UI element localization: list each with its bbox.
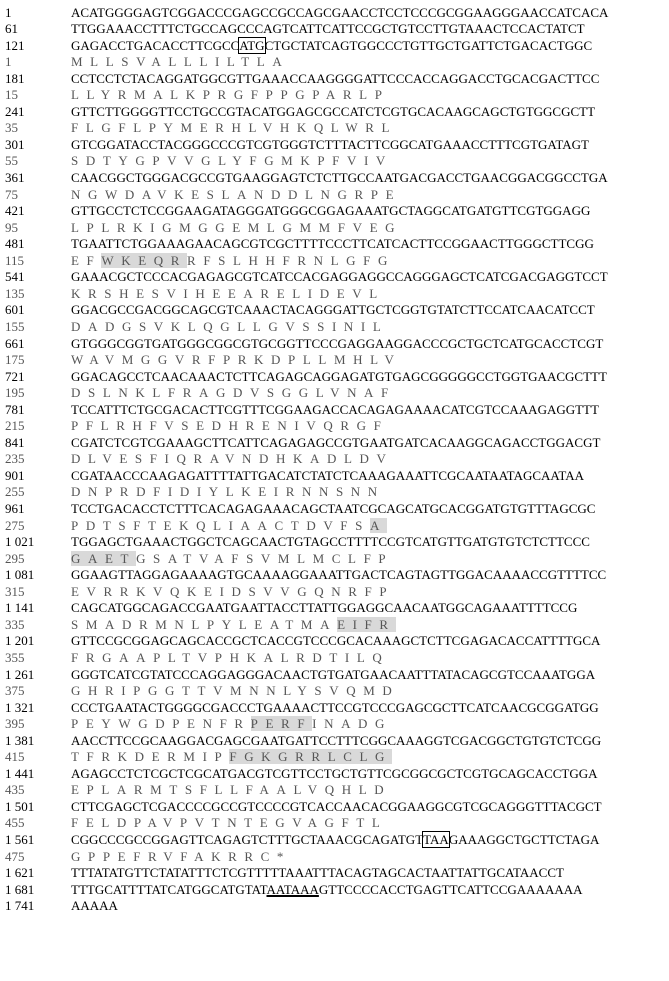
line-number: 315 bbox=[5, 583, 25, 599]
sequence-segment: EPLARMTSFLLFAALVQHLD bbox=[71, 782, 392, 798]
nucleotide-line bbox=[0, 368, 669, 386]
line-number: 275 bbox=[5, 517, 25, 533]
line-number: 901 bbox=[5, 467, 25, 483]
dna-sequence bbox=[71, 831, 599, 849]
sequence-segment: DLVESFIQRAVNDHKADLDV bbox=[71, 451, 394, 467]
dna-sequence bbox=[71, 881, 583, 899]
nucleotide-line bbox=[0, 268, 669, 286]
sequence-segment: CCCTGAATACTGGGGCGACCCTGAAAACTTCCGTCCCGAGCGCTTCATCAACGCGGATGG bbox=[71, 699, 599, 715]
line-number: 215 bbox=[5, 418, 25, 434]
sequence-segment: CGATCTCGTCGAAAGCTTCATTCAGAGAGCCGTGAATGATCACAAGGCAGACCTGGACGT bbox=[71, 434, 601, 450]
sequence-segment: GAAAGGCTGCTTCTAGA bbox=[448, 832, 600, 847]
sequence-segment: SDTYGPVVGLYFGMKPFVIV bbox=[71, 153, 393, 169]
protein-sequence bbox=[71, 119, 397, 137]
amino-acid-line bbox=[0, 351, 669, 369]
sequence-segment: GGACAGCCTCAACAAACTCTTCAGAGCAGGAGATGTGAGCGGGGGCCTGGTGAACGCTTT bbox=[71, 368, 607, 384]
protein-sequence bbox=[71, 252, 395, 270]
sequence-segment: TCCTGACACCTCTTTCACAGAGAAACAGCTAATCGCAGCATGCACGGATGTGTTTAGCGC bbox=[71, 501, 596, 516]
sequence-segment: GTTGCCTCTCCGGAAGATAGGGATGGGCGGAGAAATGCTAGGCATGATGTTCGTGGAGG bbox=[71, 203, 591, 219]
sequence-segment: CCTCCTCTACAGGATGGCGTTGAAACCAAGGGGATTCCCACCAGGACCTGCACGACTTCC bbox=[71, 70, 600, 86]
line-number: 415 bbox=[5, 749, 25, 765]
line-number: 15 bbox=[5, 87, 18, 103]
nucleotide-line bbox=[0, 20, 669, 38]
line-number: 181 bbox=[5, 70, 25, 86]
dna-sequence bbox=[71, 897, 118, 915]
protein-sequence bbox=[71, 53, 289, 71]
protein-sequence bbox=[71, 285, 385, 303]
amino-acid-line bbox=[0, 550, 669, 568]
line-number: 235 bbox=[5, 451, 25, 467]
nucleotide-line bbox=[0, 37, 669, 55]
amino-acid-line bbox=[0, 219, 669, 237]
dna-sequence bbox=[71, 268, 608, 286]
protein-sequence bbox=[71, 483, 385, 501]
sequence-segment: GAGACCTGACACCTTCGCC bbox=[71, 37, 240, 53]
sequence-segment: CAACGGCTGGGACGCCGTGAAGGAGTCTCTTGCCAATGACGACCTGAACGGACGGCCTGA bbox=[71, 170, 608, 185]
protein-sequence bbox=[71, 583, 394, 601]
protein-sequence bbox=[71, 384, 396, 402]
nucleotide-line bbox=[0, 467, 669, 485]
nucleotide-line bbox=[0, 881, 669, 899]
sequence-segment: AAAAA bbox=[71, 898, 118, 914]
amino-acid-line bbox=[0, 814, 669, 832]
amino-acid-line bbox=[0, 848, 669, 866]
line-number: 55 bbox=[5, 153, 18, 169]
dna-sequence bbox=[71, 368, 607, 386]
dna-sequence bbox=[71, 765, 598, 783]
sequence-segment: GGGTCATCGTATCCCAGGAGGGACAACTGTGATGAACAATTTATACAGCGTCCAAATGGA bbox=[71, 666, 596, 682]
sequence-segment: SMADRMNLPYLEATMA bbox=[71, 616, 338, 632]
nucleotide-line bbox=[0, 831, 669, 849]
dna-sequence bbox=[71, 533, 590, 551]
protein-sequence bbox=[71, 86, 390, 104]
line-number: 475 bbox=[5, 848, 25, 864]
line-number: 395 bbox=[5, 716, 25, 732]
amino-acid-line bbox=[0, 186, 669, 204]
nucleotide-line bbox=[0, 136, 669, 154]
amino-acid-line bbox=[0, 583, 669, 601]
dna-sequence bbox=[71, 500, 595, 518]
motif-highlight: FGKGRRLCLG bbox=[229, 749, 393, 765]
protein-sequence bbox=[71, 649, 389, 667]
amino-acid-line bbox=[0, 53, 669, 71]
protein-sequence bbox=[71, 517, 387, 535]
sequence-segment: CGGCCCGCCGGAGTTCAGAGTCTTTGCTAAACGCAGATGT bbox=[71, 832, 424, 847]
dna-sequence bbox=[71, 4, 608, 22]
dna-sequence bbox=[71, 235, 594, 253]
sequence-segment: EVRRKVQKEIDSVVGQNRFP bbox=[71, 583, 395, 599]
nucleotide-line bbox=[0, 500, 669, 518]
sequence-segment: CTGCTATCAGTGGCCCTGTTGCTGATTCTGACACTGGC bbox=[264, 37, 593, 53]
line-number: 195 bbox=[5, 385, 25, 401]
amino-acid-line bbox=[0, 649, 669, 667]
dna-sequence bbox=[71, 798, 602, 816]
amino-acid-line bbox=[0, 517, 669, 535]
sequence-segment: AGAGCCTCTCGCTCGCATGACGTCGTTCCTGCTGTTCGCGGCGCTCGTGCAGCACCTGGA bbox=[71, 765, 598, 781]
protein-sequence bbox=[71, 848, 291, 866]
nucleotide-line bbox=[0, 699, 669, 717]
sequence-segment: GHRIPGGTTVMNNLYSVQMD bbox=[71, 683, 400, 699]
sequence-segment: TCCATTTCTGCGACACTTCGTTTCGGAAGACCACAGAGAAAACATCGTCCAAAGAGGTTT bbox=[71, 401, 599, 417]
nucleotide-line bbox=[0, 70, 669, 88]
sequence-segment: GPPEFRVFAKRRC* bbox=[71, 848, 291, 864]
line-number: 361 bbox=[5, 170, 25, 185]
line-number: 121 bbox=[5, 37, 25, 53]
line-number: 1 081 bbox=[5, 567, 35, 583]
line-number: 455 bbox=[5, 815, 25, 831]
amino-acid-line bbox=[0, 616, 669, 634]
nucleotide-line bbox=[0, 434, 669, 452]
line-number: 1 621 bbox=[5, 865, 35, 881]
dna-sequence bbox=[71, 732, 601, 750]
codon-box: TAA bbox=[423, 832, 449, 847]
nucleotide-line bbox=[0, 798, 669, 816]
sequence-segment: CTTCGAGCTCGACCCCGCCGTCCCCGTCACCAACACGGAAGGCGTCGCAGGGTTTACGCT bbox=[71, 798, 602, 814]
sequence-segment: PFLRHFVSEDHRENIVQRGF bbox=[71, 418, 389, 434]
sequence-segment: MLLSVALLLILTLA bbox=[71, 54, 290, 70]
motif-highlight: A bbox=[369, 517, 387, 533]
line-number: 1 561 bbox=[5, 832, 35, 847]
sequence-segment: DNPRDFIDIYLKEIRNNSNN bbox=[71, 484, 385, 500]
line-number: 301 bbox=[5, 136, 25, 152]
line-number: 61 bbox=[5, 21, 18, 37]
sequence-segment: GGACGCCGACGGCAGCGTCAAACTACAGGGATTGCTCGGTGTATCTTCCATCAACATCCT bbox=[71, 302, 595, 318]
dna-sequence bbox=[71, 864, 564, 882]
motif-highlight: WKEQR bbox=[101, 252, 188, 268]
line-number: 841 bbox=[5, 434, 25, 450]
nucleotide-line bbox=[0, 401, 669, 419]
line-number: 135 bbox=[5, 285, 25, 301]
protein-sequence bbox=[71, 715, 392, 733]
amino-acid-line bbox=[0, 682, 669, 700]
dna-sequence bbox=[71, 599, 577, 617]
sequence-segment: DADGSVKLQGLLGVSSINIL bbox=[71, 318, 389, 334]
protein-sequence bbox=[71, 318, 388, 336]
nucleotide-line bbox=[0, 666, 669, 684]
polya-signal: AATAAA bbox=[266, 881, 319, 897]
amino-acid-line bbox=[0, 450, 669, 468]
line-number: 1 321 bbox=[5, 699, 35, 715]
dna-sequence bbox=[71, 103, 595, 121]
dna-sequence bbox=[71, 136, 589, 154]
amino-acid-line bbox=[0, 119, 669, 137]
line-number: 961 bbox=[5, 501, 25, 516]
dna-sequence bbox=[71, 20, 585, 38]
line-number: 1 201 bbox=[5, 633, 35, 649]
sequence-segment: TTTATATGTTCTATATTTCTCGTTTTTAAATTTACAGTAGCACTAATTATTGCATAACCT bbox=[71, 865, 564, 881]
protein-sequence bbox=[71, 417, 388, 435]
sequence-segment: GTTCTTGGGGTTCCTGCCGTACATGGAGCGCCATCTCGTGCACAAGCAGCTGTGGCGCTT bbox=[71, 103, 596, 119]
dna-sequence bbox=[71, 632, 600, 650]
line-number: 1 bbox=[5, 4, 12, 20]
line-number: 1 381 bbox=[5, 732, 35, 748]
dna-sequence bbox=[71, 566, 606, 584]
nucleotide-line bbox=[0, 864, 669, 882]
amino-acid-line bbox=[0, 417, 669, 435]
amino-acid-line bbox=[0, 318, 669, 336]
dna-sequence bbox=[71, 169, 608, 187]
sequence-segment: FLGFLPYMERHLVHKQLWRL bbox=[71, 120, 398, 136]
amino-acid-line bbox=[0, 152, 669, 170]
dna-sequence bbox=[71, 666, 595, 684]
nucleotide-line bbox=[0, 732, 669, 750]
protein-sequence bbox=[71, 616, 396, 634]
sequence-segment: WAVMGGVRFPRKDPLLMHLV bbox=[71, 352, 402, 368]
sequence-segment: AACCTTCCGCAAGGACGAGCGAATGATTCCTTTCGGCAAAGGTCGACGGCTGTGTCTCGG bbox=[71, 732, 602, 748]
amino-acid-line bbox=[0, 86, 669, 104]
dna-sequence bbox=[71, 70, 599, 88]
amino-acid-line bbox=[0, 781, 669, 799]
motif-highlight: EIFR bbox=[337, 616, 396, 632]
protein-sequence bbox=[71, 682, 399, 700]
nucleotide-line bbox=[0, 335, 669, 353]
protein-sequence bbox=[71, 450, 393, 468]
nucleotide-line bbox=[0, 103, 669, 121]
nucleotide-line bbox=[0, 4, 669, 22]
protein-sequence bbox=[71, 219, 402, 237]
line-number: 661 bbox=[5, 335, 25, 351]
line-number: 1 441 bbox=[5, 765, 35, 781]
nucleotide-line bbox=[0, 235, 669, 253]
sequence-segment: GTTCCGCGGAGCAGCACCGCTCACCGTCCCGCACAAAGCTCTTCGAGACACCATTTTGCA bbox=[71, 633, 601, 649]
amino-acid-line bbox=[0, 252, 669, 270]
sequence-segment: CGATAACCCAAGAGATTTTATTGACATCTATCTCAAAGAAATTCGCAATAATAGCAATAA bbox=[71, 467, 585, 483]
amino-acid-line bbox=[0, 483, 669, 501]
sequence-segment: EF bbox=[71, 252, 102, 268]
sequence-segment: PDTSFTEKQLIAACTDVFS bbox=[71, 517, 370, 533]
line-number: 95 bbox=[5, 219, 18, 235]
sequence-segment: CAGCATGGCAGACCGAATGAATTACCTTATTGGAGGCAACAATGGCAGAAATTTTCCG bbox=[71, 600, 578, 616]
sequence-segment: FELDPAVPVTNTEGVAGFTL bbox=[71, 815, 388, 831]
line-number: 175 bbox=[5, 352, 25, 368]
sequence-segment: FRGAAPLTVPHKALRDTILQ bbox=[71, 649, 390, 665]
dna-sequence bbox=[71, 699, 599, 717]
amino-acid-line bbox=[0, 748, 669, 766]
line-number: 1 261 bbox=[5, 666, 35, 682]
nucleotide-line bbox=[0, 169, 669, 187]
codon-box: ATG bbox=[239, 37, 265, 53]
sequence-segment: TGAATTCTGGAAAGAACAGCGTCGCTTTTCCCTTCATCACTTCCGGAACTTGGGCTTCGG bbox=[71, 236, 594, 252]
sequence-segment: KRSHESVIHEEARELIDEVL bbox=[71, 285, 385, 301]
line-number: 155 bbox=[5, 318, 25, 334]
sequence-segment: GAAACGCTCCCACGAGAGCGTCATCCACGAGGAGGCCAGGGAGCTCATCGACGAGGTCCT bbox=[71, 269, 608, 285]
line-number: 1 501 bbox=[5, 798, 35, 814]
line-number: 435 bbox=[5, 782, 25, 798]
sequence-segment: DSLNKLFRAGDVSGGLVNAF bbox=[71, 385, 396, 401]
protein-sequence bbox=[71, 748, 392, 766]
nucleotide-line bbox=[0, 765, 669, 783]
dna-sequence bbox=[71, 467, 584, 485]
nucleotide-line bbox=[0, 566, 669, 584]
sequence-segment: TFRKDERMIP bbox=[71, 749, 230, 765]
dna-sequence bbox=[71, 401, 599, 419]
sequence-segment: LLYRMALKPRGFPPGPARLP bbox=[71, 87, 390, 103]
sequence-segment: ACATGGGGAGTCGGACCCGAGCCGCCAGCGAACCTCCTCCCGCGGAAGGGAACCATCACA bbox=[71, 4, 609, 20]
nucleotide-line bbox=[0, 632, 669, 650]
protein-sequence bbox=[71, 814, 387, 832]
sequence-segment: GTTCCCCACCTGAGTTCATTCCGAAAAAAA bbox=[318, 881, 583, 897]
sequence-segment: PEYWGDPENFR bbox=[71, 716, 251, 732]
sequence-segment: GTCGGATACCTACGGGCCCGTCGTGGGTCTTTACTTCGGCATGAAACCTTTCGTGATAGT bbox=[71, 136, 589, 152]
protein-sequence bbox=[71, 550, 393, 568]
dna-sequence bbox=[71, 37, 592, 55]
nucleotide-line bbox=[0, 301, 669, 319]
line-number: 1 681 bbox=[5, 881, 35, 897]
motif-highlight: GAET bbox=[71, 550, 137, 566]
line-number: 255 bbox=[5, 484, 25, 500]
nucleotide-line bbox=[0, 202, 669, 220]
line-number: 375 bbox=[5, 683, 25, 699]
sequence-segment: TGGAGCTGAAACTGGCTCAGCAACTGTAGCCTTTTCCGTCATGTTGATGTGTCTCTTCCC bbox=[71, 534, 590, 550]
dna-sequence bbox=[71, 301, 595, 319]
line-number: 35 bbox=[5, 120, 18, 136]
line-number: 541 bbox=[5, 269, 25, 285]
amino-acid-line bbox=[0, 384, 669, 402]
protein-sequence bbox=[71, 781, 391, 799]
dna-sequence bbox=[71, 335, 603, 353]
amino-acid-line bbox=[0, 715, 669, 733]
line-number: 1 bbox=[5, 54, 12, 70]
line-number: 115 bbox=[5, 252, 25, 268]
line-number: 781 bbox=[5, 401, 25, 417]
line-number: 721 bbox=[5, 368, 25, 384]
sequence-segment: GGAAGTTAGGAGAAAAGTGCAAAAGGAAATTGACTCAGTAGTTGGACAAAACCGTTTTCC bbox=[71, 567, 607, 583]
line-number: 335 bbox=[5, 616, 25, 632]
line-number: 1 141 bbox=[5, 600, 35, 616]
sequence-segment: TTGGAAACCTTTCTGCCAGCCCAGTCATTCATTCCGCTGTCCTTGTAAACTCCACTATCT bbox=[71, 21, 585, 37]
dna-sequence bbox=[71, 434, 600, 452]
sequence-segment: LPLRKIGMGGEMLGMMFVEG bbox=[71, 219, 403, 235]
sequence-segment: GTGGGCGGTGATGGGCGGCGTGCGGTTCCCGAGGAAGGACCCGCTGCTCATGCACCTCGT bbox=[71, 335, 604, 351]
protein-sequence bbox=[71, 152, 393, 170]
sequence-segment: TTTGCATTTTATCATGGCATGTAT bbox=[71, 881, 267, 897]
sequence-segment: RFSLHHFRNLGFG bbox=[187, 252, 395, 268]
line-number: 1 741 bbox=[5, 898, 35, 914]
amino-acid-line bbox=[0, 285, 669, 303]
line-number: 481 bbox=[5, 236, 25, 252]
dna-sequence bbox=[71, 202, 590, 220]
protein-sequence bbox=[71, 351, 401, 369]
nucleotide-line bbox=[0, 897, 669, 915]
nucleotide-line bbox=[0, 599, 669, 617]
line-number: 355 bbox=[5, 649, 25, 665]
sequence-segment: GSATVAFSVMLMCLFP bbox=[136, 550, 394, 566]
nucleotide-line bbox=[0, 533, 669, 551]
line-number: 75 bbox=[5, 186, 18, 202]
sequence-segment: INADG bbox=[312, 716, 393, 732]
line-number: 295 bbox=[5, 550, 25, 566]
protein-sequence bbox=[71, 186, 401, 204]
sequence-segment: NGWDAVKESLANDDLNGRPE bbox=[71, 186, 402, 202]
motif-highlight: PERF bbox=[250, 716, 313, 732]
line-number: 1 021 bbox=[5, 534, 35, 550]
line-number: 241 bbox=[5, 103, 25, 119]
line-number: 601 bbox=[5, 302, 25, 318]
line-number: 421 bbox=[5, 203, 25, 219]
